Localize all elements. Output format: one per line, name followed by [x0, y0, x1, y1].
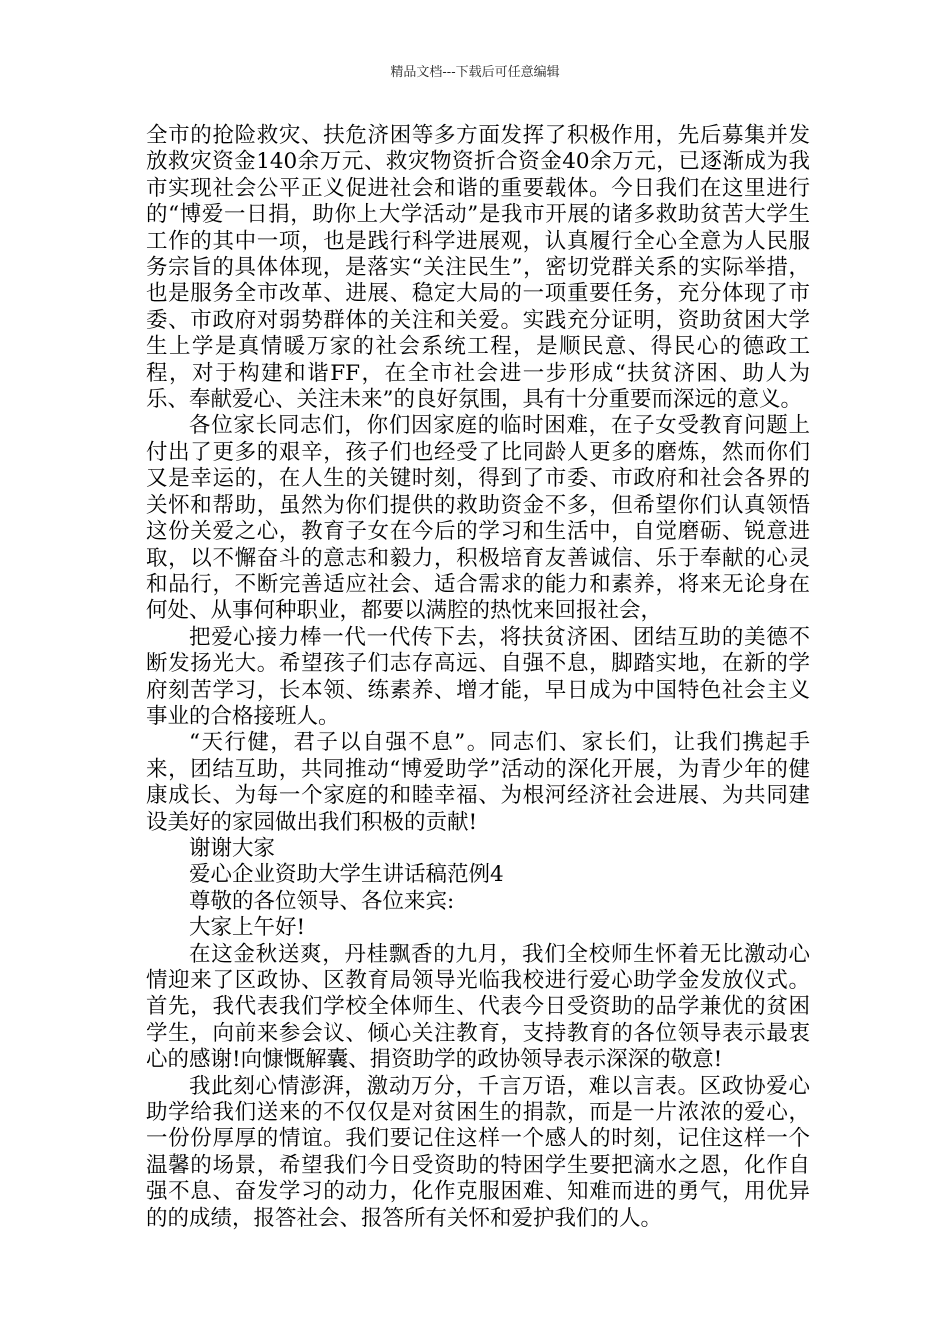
paragraph: “天行健，君子以自强不息”。同志们、家长们，让我们携起手来，团结互助，共同推动“博爱助学”活动的深化开展，为青少年的健康成长、为每一个家庭的和睦幸福、为根河经济社会进展、为共同建设美好的家园做出我们积极的贡献!	[146, 730, 810, 835]
closing-line: 谢谢大家	[189, 835, 276, 861]
paragraph: 把爱心接力棒一代一代传下去，将扶贫济困、团结互助的美德不断发扬光大。希望孩子们志存高远、自强不息，脚踏实地，在新的学府刻苦学习，长本领、练素养、增才能，早日成为中国特色社会主义事业的合格接班人。	[146, 624, 810, 729]
page-header: 精品文档---下载后可任意编辑	[390, 65, 560, 80]
paragraph: 我此刻心情澎湃，激动万分，千言万语，难以言表。区政协爱心助学给我们送来的不仅仅是对贫困生的捐款，而是一片浓浓的爱心，一份份厚厚的情谊。我们要记住这样一个感人的时刻，记住这样一个温馨的场景，希望我们今日受资助的特困学生要把滴水之恩，化作自强不息、奋发学习的动力，化作克服困难、知难而进的勇气，用优异的的成绩，报答社会、报答所有关怀和爱护我们的人。	[146, 1073, 810, 1231]
document-body	[146, 123, 810, 1232]
salutation: 尊敬的各位领导、各位来宾:	[189, 888, 455, 914]
greeting: 大家上午好!	[189, 915, 306, 941]
section-title: 爱心企业资助大学生讲话稿范例4	[189, 862, 504, 888]
paragraph: 各位家长同志们，你们因家庭的临时困难，在子女受教育问题上付出了更多的艰辛，孩子们也经受了比同龄人更多的磨炼，然而你们又是幸运的，在人生的关键时刻，得到了市委、市政府和社会各界的关怀和帮助，虽然为你们提供的救助资金不多，但希望你们认真领悟这份关爱之心，教育子女在今后的学习和生活中，自觉磨砺、锐意进取，以不懈奋斗的意志和毅力，积极培育友善诚信、乐于奉献的心灵和品行，不断完善适应社会、适合需求的能力和素养，将来无论身在何处、从事何种职业，都要以满腔的热忱来回报社会，	[146, 413, 810, 624]
paragraph: 全市的抢险救灾、扶危济困等多方面发挥了积极作用，先后募集并发放救灾资金140余万元、救灾物资折合资金40余万元，已逐渐成为我市实现社会公平正义促进社会和谐的重要载体。今日我们在这里进行的“博爱一日捐，助你上大学活动”是我市开展的诸多救助贫苦大学生工作的其中一项，也是践行科学进展观，认真履行全心全意为人民服务宗旨的具体体现，是落实“关注民生”，密切党群关系的实际举措，也是服务全市改革、进展、稳定大局的一项重要任务，充分体现了市委、市政府对弱势群体的关注和关爱。实践充分证明，资助贫困大学生上学是真情暖万家的社会系统工程，是顺民意、得民心的德政工程，对于构建和谐FF，在全市社会进一步形成“扶贫济困、助人为乐、奉献爱心、关注未来”的良好氛围，具有十分重要而深远的意义。	[146, 123, 810, 413]
paragraph: 在这金秋送爽，丹桂飘香的九月，我们全校师生怀着无比激动心情迎来了区政协、区教育局领导光临我校进行爱心助学金发放仪式。首先，我代表我们学校全体师生、代表今日受资助的品学兼优的贫困学生，向前来参会议、倾心关注教育，支持教育的各位领导表示最衷心的感谢!向慷慨解囊、捐资助学的政协领导表示深深的敬意!	[146, 941, 810, 1073]
